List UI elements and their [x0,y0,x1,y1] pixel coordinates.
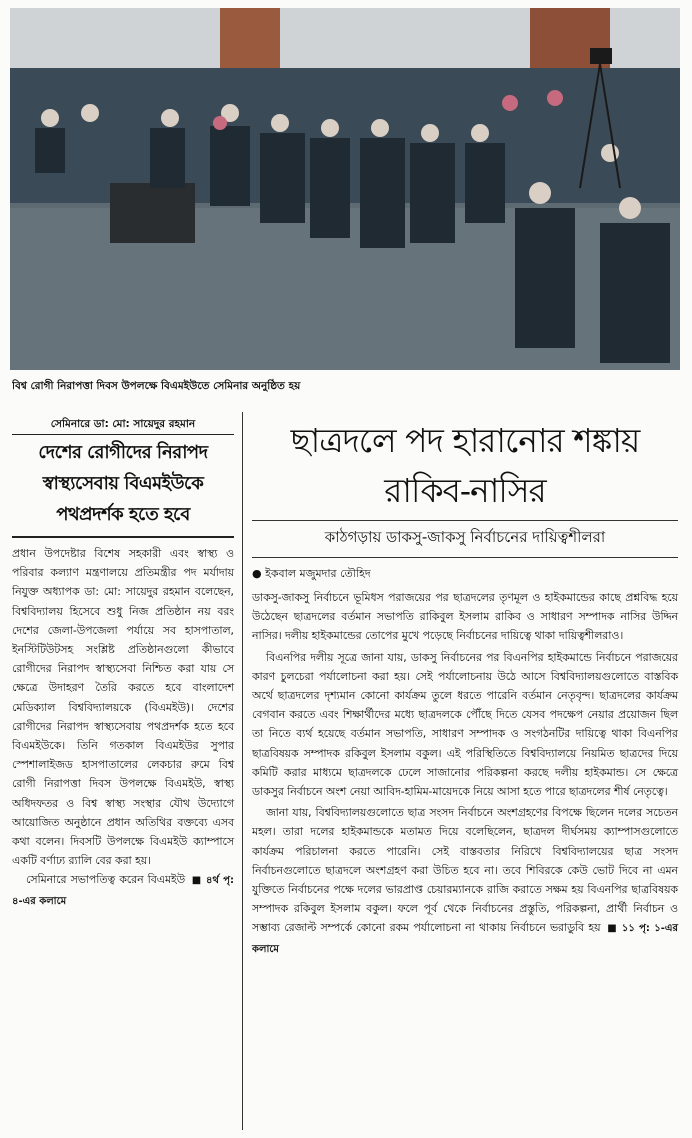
main-paragraph: ডাকসু-জাকসু নির্বাচনে ভূমিধস পরাজয়ের পর ছাত্রদলের তৃণমূল ও হাইকমান্ডের কাছে প্রশ্নবিদ্ধ হয়ে উঠেছেন ছাত্রদলের বর্তমান সভাপতি রাকিবুল ইসলাম রাকিব ও সাধারণ সম্পাদক নাসির উদ্দিন নাসির। দলীয় হাইকমান্ডের তোপের মুখে পড়েছে নির্বাচনের দায়িত্বে থাকা দায়িত্বশীলরাও। [252,591,678,643]
left-headline-rule [12,536,234,538]
main-body [252,588,678,959]
main-headline: ছাত্রদলে পদ হারানোর শঙ্কায় রাকিব-নাসির [290,421,640,510]
left-paragraph-last [12,870,234,910]
left-continuation[interactable]: ■ ৪র্থ পৃ: ৪-এর কলামে [12,875,234,907]
column-divider [242,412,243,1130]
seminar-photo [10,8,680,370]
main-article [252,416,678,961]
photo-caption: বিশ্ব রোগী নিরাপত্তা দিবস উপলক্ষে বিএমইউতে সেমিনার অনুষ্ঠিত হয় [12,380,301,392]
main-continuation[interactable]: ■ ১১ পৃ: ১-এর কলামে [252,923,678,955]
headline-rule [252,520,678,521]
left-paragraph-text: সেমিনারে সভাপতিত্ব করেন বিএমইউ [26,873,185,887]
main-paragraph-text: জানা যায়, বিশ্ববিদ্যালয়গুলোতে ছাত্র সংসদ নির্বাচনে অংশগ্রহণের বিপক্ষে ছিলেন দলের সচেতন মহল। তারা দলের হাইকমান্ডকে মতামত দিয়ে বলেছিলেন, ছাত্রদল দীর্ঘসময় ক্যাম্পাসগুলোতে কার্যক্রম পরিচালনা করতে পারেনি। সেই বাস্তবতার নিরিখে বিশ্ববিদ্যালয়ের ছাত্র সংসদ নির্বাচনগুলোতে ছাত্রদলে অংশগ্রহণ করা উচিত হবে না। তবে শিবিরকে কেউ ভোট দিবে না এমন যুক্তিতে নির্বাচনের পক্ষে দলের ভারপ্রাপ্ত চেয়ারম্যানকে রাজি করাতে সক্ষম হয় বিএনপির ছাত্রবিষয়ক সম্পাদক রকিবুল ইসলাম বকুল। ফলে পূর্ব থেকে নির্বাচনের প্রস্তুতি, পরিকল্পনা, প্রার্থী নির্বাচন ও সম্ভাব্য রেজাল্ট সম্পর্কে কোনো রকম পর্যালোচনা না থাকায় নির্বাচনে ভরাডুবি হয় [252,806,678,935]
main-paragraph: বিএনপির দলীয় সূত্রে জানা যায়, ডাকসু নির্বাচনের পর বিএনপির হাইকমান্ডে নির্বাচনে পরাজয়ের কারণ চুলচেরা পর্যালোচনা করা হয়। সেই পর্যালোচনায় উঠে আসে বিশ্ববিদ্যালয়গুলোতে বাস্তবিক অর্থে ছাত্রদলের দৃশ্যমান কোনো কার্যক্রম তুলে ধরতে পারেনি বর্তমান নেতৃবৃন্দ। ছাত্রদলের কার্যক্রম বেগবান করতে এবং শিক্ষার্থীদের মধ্যে ছাত্রদলকে পৌঁছে দিতে যেসব পদক্ষেপ নেয়ার প্রয়োজন ছিল তা নিতে ব্যর্থ হয়েছে বর্তমান সভাপতি, সাধারণ সম্পাদক ও সংগঠনটির দায়িত্বে থাকা বিএনপির ছাত্রবিষয়ক সম্পাদক রকিবুল ইসলাম বকুল। এই পরিস্থিতিতে বিশ্ববিদ্যালয়ে নিয়মিত ছাত্রদের দিয়ে কমিটি করার মাধ্যমে ছাত্রদলকে ঢেলে সাজানোর পরিকল্পনা করছে দলীয় হাইকমান্ড। সে ক্ষেত্রে ডাকসুর নির্বাচনে অংশ নেয়া আবিদ-হামিম-মায়েদকে নিয়ে আসা হতে পারে ছাত্রদলের শীর্ষ নেতৃত্বে। [252,650,678,799]
left-article [12,416,234,911]
left-kicker: সেমিনারে ডা: মো: সায়েদুর রহমান [12,416,234,435]
main-deck: কাঠগড়ায় ডাকসু-জাকসু নির্বাচনের দায়িত্বশীলরা [324,528,606,546]
deck-rule [252,557,678,558]
main-paragraph-last [252,803,678,959]
left-paragraph: প্রধান উপদেষ্টার বিশেষ সহকারী এবং স্বাস্থ্য ও পরিবার কল্যাণ মন্ত্রণালয়ে প্রতিমন্ত্রীর পদ মর্যাদায় নিযুক্ত অধ্যাপক ডা: মো: সায়েদুর রহমান বলেছেন, বিশ্ববিদ্যালয় হিসেবে শুধু নিজ প্রতিষ্ঠান নয় বরং দেশের জেলা-উপজেলা পর্যায়ে সব হাসপাতাল, ইনস্টিটিউটসহ সংশ্লিষ্ট প্রতিষ্ঠানগুলো কীভাবে রোগীদের নিরাপদ স্বাস্থ্যসেবা নিশ্চিত করা যায় সে ক্ষেত্রে উদাহরণ তৈরি করতে হবে বাংলাদেশ মেডিক্যাল বিশ্ববিদ্যালয়কে (বিএমইউ)। দেশের রোগীদের নিরাপদ স্বাস্থ্যসেবায় পথপ্রদর্শক হতে হবে বিএমইউকে। তিনি গতকাল বিএমইউর সুপার স্পেশালাইজড হাসপাতালের লেকচার রুমে বিশ্ব রোগী নিরাপত্তা দিবস উপলক্ষে বিএমইউ, স্বাস্থ্য অধিদফতর ও বিশ্ব স্বাস্থ্য সংস্থার যৌথ উদ্যোগে আয়োজিত অনুষ্ঠানে প্রধান অতিথির বক্তব্যে এসব কথা বলেন। দিবসটি উপলক্ষে বিএমইউ ক্যাম্পাসে একটি বর্ণাঢ্য র‍্যালি বের করা হয়। [12,547,234,868]
byline: ● ইকবাল মজুমদার তৌহিদ [252,567,371,580]
left-headline: দেশের রোগীদের নিরাপদ স্বাস্থ্যসেবায় বিএমইউকে পথপ্রদর্শক হতে হবে [38,442,208,525]
